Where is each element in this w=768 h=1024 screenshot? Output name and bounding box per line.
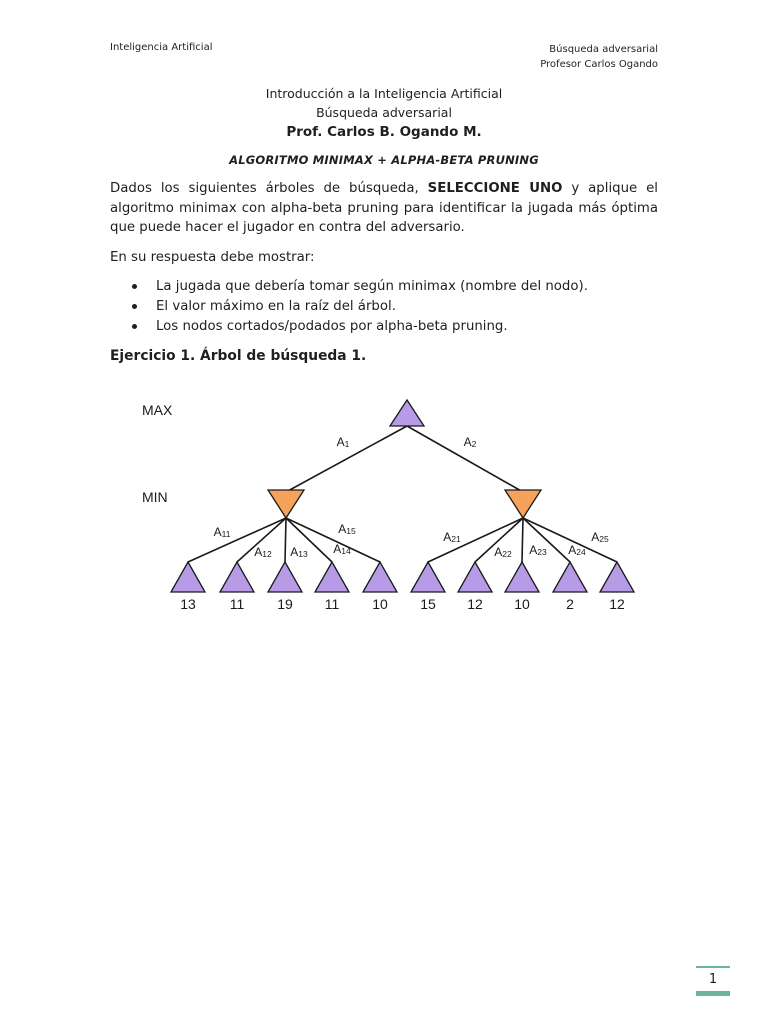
header-topic: Búsqueda adversarial (549, 44, 658, 55)
leaf-node (600, 562, 634, 592)
edge-label-a11: A11 (213, 525, 231, 539)
page-number-bar (696, 991, 730, 996)
header-topic-professor (540, 42, 658, 72)
leaf-node (553, 562, 587, 592)
requirement-item: La jugada que debería tomar según minimax (nombre del nodo). (130, 277, 588, 297)
edge-label-a12: A12 (254, 545, 272, 559)
edge-label-a14: A14 (333, 542, 351, 556)
edge-label-a22: A22 (494, 545, 512, 559)
requirement-item: Los nodos cortados/podados por alpha-beta pruning. (130, 317, 588, 337)
page-number-rule (696, 966, 730, 968)
leaf-value: 2 (566, 596, 574, 612)
leaf-value: 15 (420, 596, 436, 612)
header-course: Inteligencia Artificial (110, 42, 213, 53)
leaf-node (315, 562, 349, 592)
instructions-text-end: y aplique el algoritmo minimax con alpha-beta pruning para identificar la jugada más óptima que puede hacer el jugador en contra del adversario. (110, 181, 658, 235)
leaf-node (505, 562, 539, 592)
leaf-value: 11 (229, 596, 245, 612)
leaf-value: 11 (324, 596, 340, 612)
leaf-node (411, 562, 445, 592)
leaf-value: 12 (467, 596, 483, 612)
answer-requirements-intro: En su respuesta debe mostrar: (110, 250, 315, 265)
edge-label-a25: A25 (591, 530, 609, 544)
edge-label-a1: A1 (336, 435, 350, 449)
header-professor: Profesor Carlos Ogando (540, 59, 658, 70)
leaf-value: 19 (277, 596, 293, 612)
leaf-node (363, 562, 397, 592)
leaf-node (171, 562, 205, 592)
root-edge (286, 426, 407, 492)
page-number: 1 (708, 972, 718, 987)
leaf-node (268, 562, 302, 592)
leaf-node (458, 562, 492, 592)
tree-edges (188, 426, 617, 562)
requirements-list (130, 277, 588, 337)
min-node (505, 490, 541, 518)
max-root-node (390, 400, 424, 426)
intro-topic: Búsqueda adversarial (316, 105, 452, 120)
edge-label-a21: A21 (443, 530, 461, 544)
edge-label-a23: A23 (529, 543, 547, 557)
min-edge (285, 518, 286, 562)
algorithm-title: ALGORITMO MINIMAX + ALPHA-BETA PRUNING (229, 153, 539, 167)
leaf-value: 10 (372, 596, 388, 612)
min-edge (522, 518, 523, 562)
leaf-node (220, 562, 254, 592)
edge-label-a2: A2 (463, 435, 477, 449)
max-level-label: MAX (142, 402, 173, 418)
edge-label-a15: A15 (338, 522, 356, 536)
requirement-item: El valor máximo en la raíz del árbol. (130, 297, 588, 317)
instructions-paragraph (110, 179, 658, 238)
edge-label-a13: A13 (290, 545, 308, 559)
min-level-label: MIN (142, 489, 168, 505)
search-tree-diagram (110, 378, 658, 630)
leaf-value: 12 (609, 596, 625, 612)
instructions-emphasis: SELECCIONE UNO (427, 181, 563, 196)
instructions-text-start: Dados los siguientes árboles de búsqueda, (110, 181, 428, 196)
page-number-box (696, 966, 730, 996)
exercise-title: Ejercicio 1. Árbol de búsqueda 1. (110, 348, 367, 364)
intro-professor: Prof. Carlos B. Ogando M. (286, 124, 482, 140)
leaf-value: 13 (180, 596, 196, 612)
intro-course: Introducción a la Inteligencia Artificial (265, 86, 503, 101)
edge-label-a24: A24 (568, 543, 586, 557)
min-node (268, 490, 304, 518)
leaf-value: 10 (514, 596, 530, 612)
